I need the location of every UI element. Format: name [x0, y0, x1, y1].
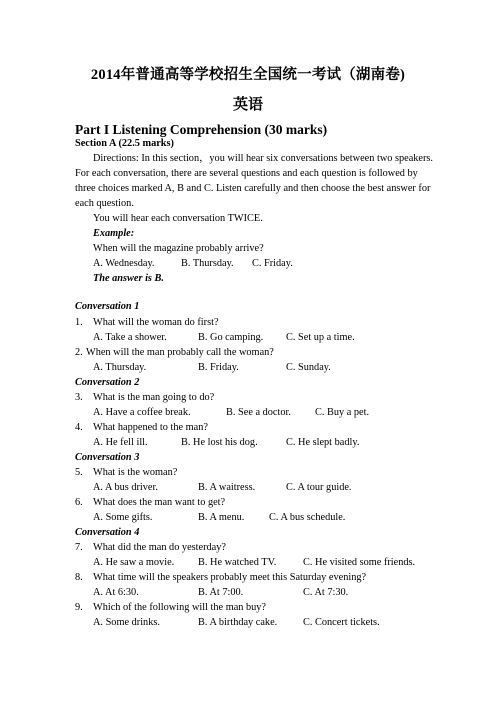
example-option: C. Friday. — [252, 258, 293, 269]
directions-line: three choices marked A, B and C. Listen carefully and then choose the best answer for — [75, 183, 431, 194]
answer-option: B. At 7:00. — [198, 587, 244, 598]
question-text: What is the man going to do? — [93, 392, 215, 403]
directions-line: For each conversation, there are several questions and each question is followed by — [75, 168, 418, 179]
question-text: What time will the speakers probably meet this Saturday evening? — [93, 572, 367, 583]
question-text: When will the man probably call the woman? — [86, 347, 274, 358]
example-question: When will the magazine probably arrive? — [93, 243, 264, 254]
answer-option: C. Concert tickets. — [303, 617, 380, 628]
example-option: A. Wednesday. — [93, 258, 155, 269]
question-number: 4. — [75, 422, 83, 433]
answer-option: B. Friday. — [198, 362, 239, 373]
section-title: Section A (22.5 marks) — [75, 138, 174, 149]
answer-option: C. He visited some friends. — [303, 557, 416, 568]
answer-option: B. He watched TV. — [198, 557, 277, 568]
answer-option: A. He saw a movie. — [93, 557, 175, 568]
conversation-label: Conversation 2 — [75, 377, 140, 388]
example-option: B. Thursday. — [181, 258, 234, 269]
answer-option: C. Set up a time. — [286, 332, 355, 343]
answer-option: B. See a doctor. — [226, 407, 291, 418]
answer-option: A. Have a coffee break. — [93, 407, 191, 418]
answer-option: B. A menu. — [198, 512, 245, 523]
answer-option: A. Take a shower. — [93, 332, 167, 343]
answer-option: A. A bus driver. — [93, 482, 158, 493]
question-number: 2. — [75, 347, 83, 358]
exam-subject: 英语 — [232, 97, 263, 113]
twice-note: You will hear each conversation TWICE. — [93, 213, 263, 224]
answer-option: B. A waitress. — [198, 482, 256, 493]
answer-option: A. He fell ill. — [93, 437, 148, 448]
example-answer: The answer is B. — [93, 273, 164, 284]
answer-option: C. Buy a pet. — [315, 407, 370, 418]
question-text: What happened to the man? — [93, 422, 208, 433]
question-number: 1. — [75, 317, 83, 328]
answer-option: A. Some gifts. — [93, 512, 153, 523]
question-number: 6. — [75, 497, 83, 508]
answer-option: A. Some drinks. — [93, 617, 160, 628]
answer-option: B. He lost his dog. — [181, 437, 258, 448]
answer-option: C. He slept badly. — [286, 437, 360, 448]
directions-line: each question. — [75, 198, 134, 209]
answer-option: B. A birthday cake. — [198, 617, 278, 628]
question-number: 8. — [75, 572, 83, 583]
example-label: Example: — [93, 228, 135, 239]
question-text: What does the man want to get? — [93, 497, 226, 508]
answer-option: C. A tour guide. — [286, 482, 352, 493]
question-text: What did the man do yesterday? — [93, 542, 226, 553]
conversation-label: Conversation 4 — [75, 527, 140, 538]
answer-option: C. A bus schedule. — [269, 512, 346, 523]
question-number: 3. — [75, 392, 83, 403]
answer-option: C. At 7:30. — [303, 587, 349, 598]
question-text: What is the woman? — [93, 467, 178, 478]
exam-title: 2014年普通高等学校招生全国统一考试（湖南卷) — [90, 67, 406, 83]
question-number: 9. — [75, 602, 83, 613]
conversation-label: Conversation 3 — [75, 452, 140, 463]
answer-option: A. Thursday. — [93, 362, 147, 373]
answer-option: C. Sunday. — [286, 362, 331, 373]
part-title: Part I Listening Comprehension (30 marks) — [75, 122, 328, 137]
directions-line: Directions: In this section，you will hear six conversations between two speakers. — [93, 153, 434, 164]
question-number: 7. — [75, 542, 83, 553]
answer-option: B. Go camping. — [198, 332, 264, 343]
answer-option: A. At 6:30. — [93, 587, 139, 598]
question-number: 5. — [75, 467, 83, 478]
question-text: What will the woman do first? — [93, 317, 219, 328]
question-text: Which of the following will the man buy? — [93, 602, 267, 613]
conversation-label: Conversation 1 — [75, 301, 140, 312]
